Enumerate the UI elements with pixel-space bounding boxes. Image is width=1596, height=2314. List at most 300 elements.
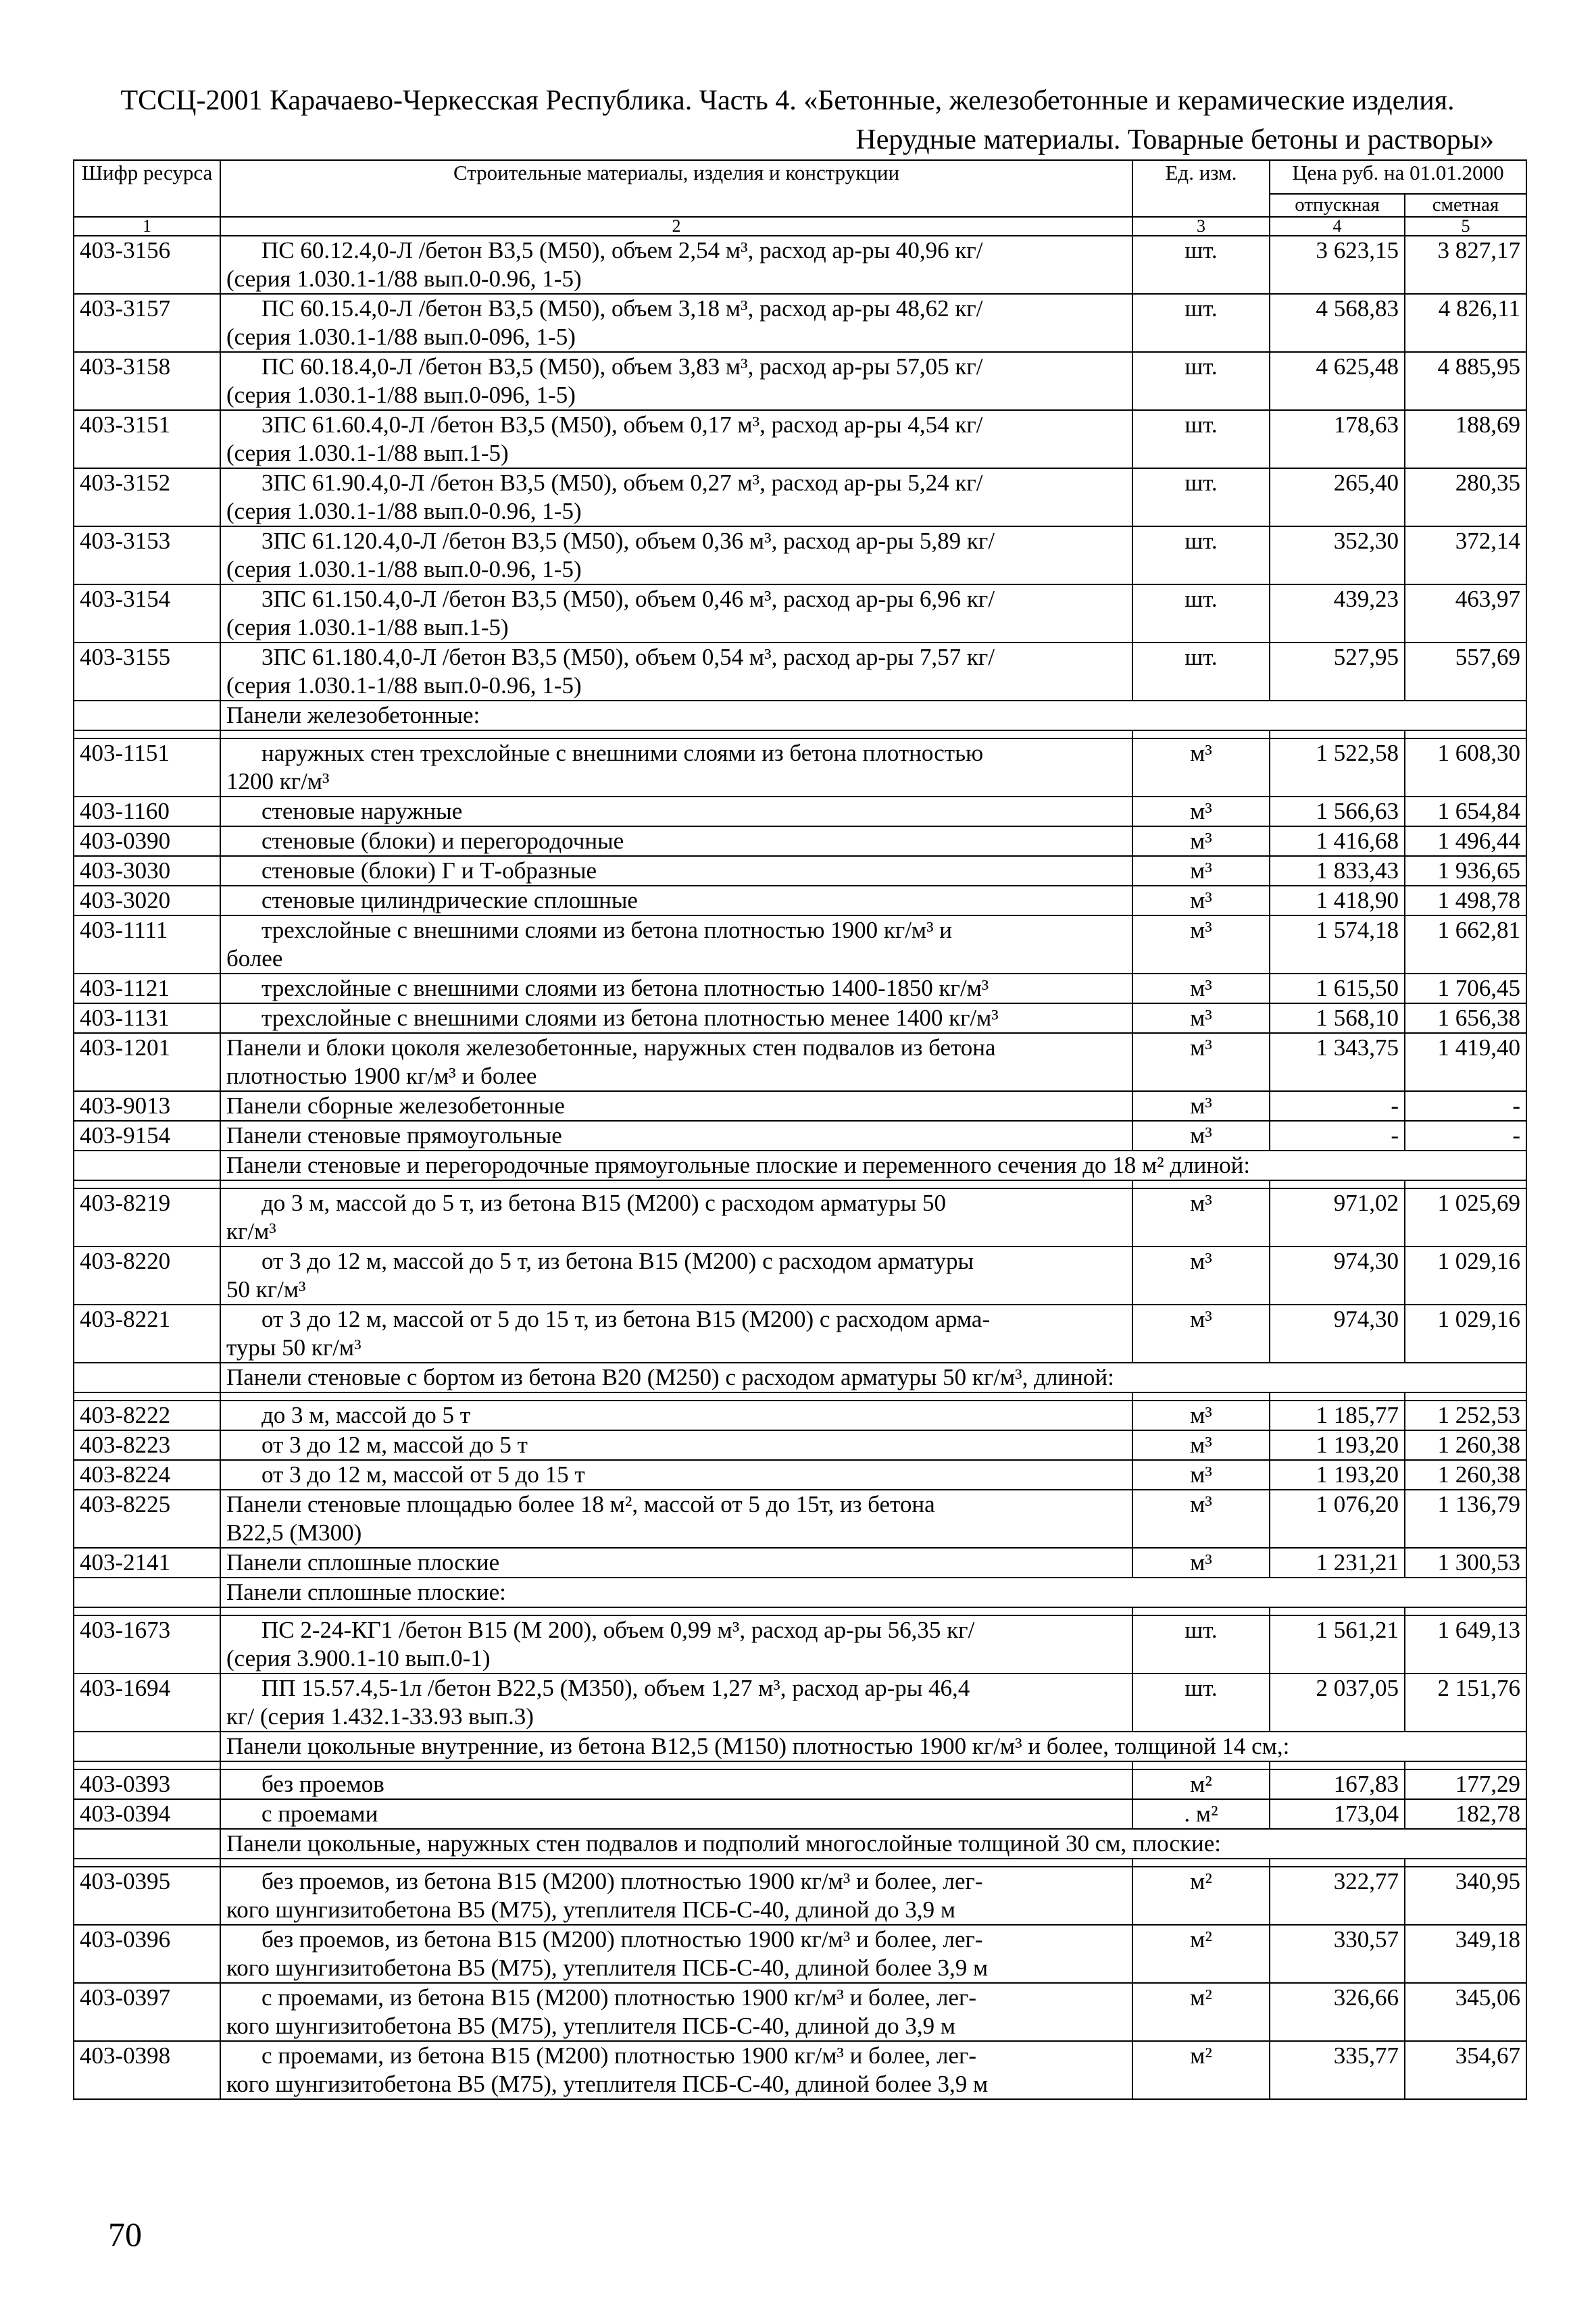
estimate-price: 188,69 [1405,410,1526,468]
item-name-line: без проемов [261,1771,384,1797]
item-name-continuation: (серия 1.030.1-1/88 вып.0-0.96, 1-5) [226,266,582,292]
resource-code: 403-1121 [74,974,220,1003]
table-row [74,856,1526,886]
table-row [74,974,1526,1003]
item-name [220,1460,1132,1490]
item-name [220,526,1132,584]
section-spacer [74,1392,1526,1401]
item-name-line: 3ПС 61.150.4,0-Л /бетон В3,5 (М50), объем 0,46 м³, расход ар-ры 6,96 кг/ [261,586,995,612]
table-row [74,1003,1526,1033]
estimate-price: 4 826,11 [1405,294,1526,352]
resource-code: 403-9013 [74,1091,220,1121]
unit: м³ [1132,1460,1270,1490]
section-code-cell [74,1829,220,1859]
spacer-cell [1132,1607,1270,1615]
spacer-cell [1270,730,1405,738]
release-price: 1 231,21 [1270,1548,1405,1578]
resource-code: 403-8225 [74,1490,220,1548]
unit: м³ [1132,856,1270,886]
release-price: 265,40 [1270,468,1405,526]
estimate-price: 340,95 [1405,1867,1526,1925]
estimate-price: 182,78 [1405,1799,1526,1829]
section-code-cell [74,701,220,730]
resource-code: 403-2141 [74,1548,220,1578]
table-row [74,738,1526,797]
col-num-3: 3 [1132,217,1270,236]
release-price: 1 185,77 [1270,1401,1405,1430]
estimate-price: 4 885,95 [1405,352,1526,410]
resource-code: 403-3156 [74,236,220,294]
item-name [220,1983,1132,2041]
item-name [220,826,1132,856]
item-name-line: без проемов, из бетона В15 (М200) плотностью 1900 кг/м³ и более, лег- [261,1926,983,1953]
spacer-cell [1132,1180,1270,1188]
page-number: 70 [108,2215,142,2253]
item-name-line: до 3 м, массой до 5 т [261,1402,471,1428]
section-title: Панели стеновые и перегородочные прямоугольные плоские и переменного сечения до 18 м² длиной: [220,1151,1526,1180]
item-name-line: 3ПС 61.120.4,0-Л /бетон В3,5 (М50), объем 0,36 м³, расход ар-ры 5,89 кг/ [261,528,995,554]
table-row [74,1925,1526,1983]
resource-code: 403-8219 [74,1188,220,1247]
header-code: Шифр ресурса [74,160,220,217]
release-price: 2 037,05 [1270,1674,1405,1732]
spacer-cell [1405,730,1526,738]
unit: м³ [1132,1121,1270,1151]
item-name [220,1305,1132,1363]
resource-code: 403-0395 [74,1867,220,1925]
item-name-line: с проемами [261,1801,378,1827]
header-unit: Ед. изм. [1132,160,1270,217]
release-price: 1 574,18 [1270,915,1405,974]
item-name-line: с проемами, из бетона В15 (М200) плотностью 1900 кг/м³ и более, лег- [261,1984,977,2011]
unit: м³ [1132,974,1270,1003]
section-code-cell [74,1578,220,1607]
release-price: 974,30 [1270,1247,1405,1305]
spacer-cell [74,1392,220,1401]
item-name [220,1674,1132,1732]
item-name [220,856,1132,886]
section-row [74,1578,1526,1607]
resource-code: 403-8223 [74,1430,220,1460]
spacer-cell [1405,1607,1526,1615]
spacer-cell [220,1859,1132,1867]
resource-code: 403-8221 [74,1305,220,1363]
table-row [74,797,1526,826]
estimate-price: 1 656,38 [1405,1003,1526,1033]
resource-code: 403-3020 [74,886,220,915]
estimate-price: 1 136,79 [1405,1490,1526,1548]
table-row [74,1867,1526,1925]
item-name-continuation: кг/ (серия 1.432.1-33.93 вып.3) [226,1703,534,1730]
item-name [220,294,1132,352]
resource-code: 403-0398 [74,2041,220,2099]
estimate-price: 1 608,30 [1405,738,1526,797]
release-price: 178,63 [1270,410,1405,468]
unit: м³ [1132,826,1270,856]
estimate-price: 1 649,13 [1405,1615,1526,1674]
unit: м² [1132,1925,1270,1983]
release-price: 1 193,20 [1270,1460,1405,1490]
section-row [74,1732,1526,1761]
header-name: Строительные материалы, изделия и конструкции [220,160,1132,217]
unit: м² [1132,1867,1270,1925]
resource-code: 403-1131 [74,1003,220,1033]
item-name-continuation: кого шунгизитобетона В5 (М75), утеплителя ПСБ-С-40, длиной более 3,9 м [226,2071,989,2097]
unit: шт. [1132,643,1270,701]
release-price: 1 615,50 [1270,974,1405,1003]
resource-table [73,159,1527,2100]
unit: шт. [1132,352,1270,410]
header-release-price: отпускная [1270,194,1405,217]
unit: шт. [1132,1674,1270,1732]
resource-code: 403-8224 [74,1460,220,1490]
item-name [220,1490,1132,1548]
unit: шт. [1132,584,1270,643]
item-name-continuation: (серия 1.030.1-1/88 вып.1-5) [226,614,509,640]
page-title [73,81,1502,159]
unit: м³ [1132,1305,1270,1363]
release-price: 971,02 [1270,1188,1405,1247]
item-name [220,352,1132,410]
table-row [74,1769,1526,1799]
release-price: 1 416,68 [1270,826,1405,856]
title-line-1: ТССЦ-2001 Карачаево-Черкесская Республика. Часть 4. «Бетонные, железобетонные и керамические изделия. [120,85,1455,116]
item-name-line: Панели стеновые прямоугольные [226,1122,562,1149]
table-row [74,236,1526,294]
item-name-line: 3ПС 61.90.4,0-Л /бетон В3,5 (М50), объем 0,27 м³, расход ар-ры 5,24 кг/ [261,470,983,496]
unit: м³ [1132,738,1270,797]
estimate-price: 1 936,65 [1405,856,1526,886]
release-price: 330,57 [1270,1925,1405,1983]
spacer-cell [1270,1180,1405,1188]
release-price: 326,66 [1270,1983,1405,2041]
resource-code: 403-0394 [74,1799,220,1829]
item-name-line: от 3 до 12 м, массой до 5 т, из бетона В15 (М200) с расходом арматуры [261,1248,974,1274]
section-code-cell [74,1151,220,1180]
item-name-line: ПС 60.12.4,0-Л /бетон В3,5 (М50), объем 2,54 м³, расход ар-ры 40,96 кг/ [261,237,983,263]
table-row [74,1401,1526,1430]
resource-code: 403-9154 [74,1121,220,1151]
release-price: - [1270,1091,1405,1121]
spacer-cell [220,1761,1132,1769]
spacer-cell [74,1607,220,1615]
item-name-line: ПС 60.15.4,0-Л /бетон В3,5 (М50), объем 3,18 м³, расход ар-ры 48,62 кг/ [261,295,983,322]
estimate-price: 372,14 [1405,526,1526,584]
table-row [74,826,1526,856]
estimate-price: 1 498,78 [1405,886,1526,915]
release-price: 167,83 [1270,1769,1405,1799]
spacer-cell [1270,1392,1405,1401]
table-row [74,643,1526,701]
section-row [74,1363,1526,1392]
item-name-line: до 3 м, массой до 5 т, из бетона В15 (М200) с расходом арматуры 50 [261,1190,946,1216]
spacer-cell [1132,1392,1270,1401]
resource-code: 403-0396 [74,1925,220,1983]
unit: м³ [1132,1003,1270,1033]
table-row [74,1548,1526,1578]
unit: шт. [1132,526,1270,584]
table-row [74,1799,1526,1829]
release-price: 1 343,75 [1270,1033,1405,1091]
table-row [74,1615,1526,1674]
estimate-price: - [1405,1121,1526,1151]
resource-code: 403-1160 [74,797,220,826]
unit: м³ [1132,1091,1270,1121]
table-row [74,526,1526,584]
unit: шт. [1132,1615,1270,1674]
section-title: Панели цокольные, наружных стен подвалов и подполий многослойные толщиной 30 см, плоские: [220,1829,1526,1859]
item-name [220,1799,1132,1829]
section-title: Панели стеновые с бортом из бетона В20 (М250) с расходом арматуры 50 кг/м³, длиной: [220,1363,1526,1392]
table-row [74,294,1526,352]
section-spacer [74,1859,1526,1867]
unit: м² [1132,1769,1270,1799]
resource-code: 403-8222 [74,1401,220,1430]
section-row [74,701,1526,730]
spacer-cell [1132,1859,1270,1867]
estimate-price: 1 029,16 [1405,1247,1526,1305]
spacer-cell [74,1761,220,1769]
section-spacer [74,1607,1526,1615]
section-title: Панели сплошные плоские: [220,1578,1526,1607]
resource-code: 403-0393 [74,1769,220,1799]
item-name [220,915,1132,974]
release-price: 173,04 [1270,1799,1405,1829]
table-row [74,2041,1526,2099]
estimate-price: 345,06 [1405,1983,1526,2041]
spacer-cell [74,1859,220,1867]
item-name [220,410,1132,468]
release-price: 4 568,83 [1270,294,1405,352]
section-spacer [74,1180,1526,1188]
spacer-cell [74,1180,220,1188]
unit: м³ [1132,1401,1270,1430]
estimate-price: 1 300,53 [1405,1548,1526,1578]
estimate-price: 1 662,81 [1405,915,1526,974]
item-name-line: наружных стен трехслойные с внешними слоями из бетона плотностью [261,740,984,766]
resource-code: 403-0397 [74,1983,220,2041]
item-name-line: от 3 до 12 м, массой от 5 до 15 т, из бетона В15 (М200) с расходом арма- [261,1306,991,1332]
unit: шт. [1132,294,1270,352]
table-row [74,915,1526,974]
item-name-continuation: кого шунгизитобетона В5 (М75), утеплителя ПСБ-С-40, длиной более 3,9 м [226,1955,989,1981]
item-name [220,797,1132,826]
release-price: 322,77 [1270,1867,1405,1925]
resource-code: 403-3152 [74,468,220,526]
table-row [74,1674,1526,1732]
spacer-cell [220,1180,1132,1188]
item-name-line: Панели сборные железобетонные [226,1092,565,1119]
release-price: 1 418,90 [1270,886,1405,915]
unit: шт. [1132,468,1270,526]
section-spacer [74,730,1526,738]
estimate-price: 3 827,17 [1405,236,1526,294]
item-name [220,1188,1132,1247]
item-name [220,886,1132,915]
estimate-price: 1 025,69 [1405,1188,1526,1247]
resource-code: 403-3154 [74,584,220,643]
item-name-continuation: (серия 1.030.1-1/88 вып.0-0.96, 1-5) [226,498,582,524]
unit: . м² [1132,1799,1270,1829]
item-name-continuation: (серия 1.030.1-1/88 вып.0-0.96, 1-5) [226,672,582,699]
spacer-cell [1270,1859,1405,1867]
section-code-cell [74,1363,220,1392]
item-name-line: от 3 до 12 м, массой до 5 т [261,1432,528,1458]
resource-code: 403-3155 [74,643,220,701]
table-row [74,1430,1526,1460]
estimate-price: 2 151,76 [1405,1674,1526,1732]
table-row [74,468,1526,526]
release-price: 1 561,21 [1270,1615,1405,1674]
item-name [220,236,1132,294]
estimate-price: 280,35 [1405,468,1526,526]
release-price: 527,95 [1270,643,1405,701]
section-spacer [74,1761,1526,1769]
resource-code: 403-3153 [74,526,220,584]
item-name [220,738,1132,797]
item-name-line: от 3 до 12 м, массой от 5 до 15 т [261,1461,585,1488]
resource-code: 403-3030 [74,856,220,886]
unit: м³ [1132,1548,1270,1578]
item-name-line: ПП 15.57.4,5-1л /бетон В22,5 (М350), объем 1,27 м³, расход ар-ры 46,4 [261,1675,970,1701]
release-price: 1 568,10 [1270,1003,1405,1033]
item-name [220,974,1132,1003]
col-num-4: 4 [1270,217,1405,236]
title-line-2: Нерудные материалы. Товарные бетоны и растворы» [855,124,1494,155]
col-num-2: 2 [220,217,1132,236]
item-name-line: без проемов, из бетона В15 (М200) плотностью 1900 кг/м³ и более, лег- [261,1868,983,1894]
spacer-cell [1132,730,1270,738]
table-row [74,1305,1526,1363]
item-name [220,1548,1132,1578]
table-row [74,1188,1526,1247]
estimate-price: 177,29 [1405,1769,1526,1799]
item-name [220,1769,1132,1799]
item-name-line: трехслойные с внешними слоями из бетона плотностью 1900 кг/м³ и [261,917,953,943]
item-name-line: ПС 2-24-КГ1 /бетон В15 (М 200), объем 0,99 м³, расход ар-ры 56,35 кг/ [261,1617,975,1643]
item-name-line: с проемами, из бетона В15 (М200) плотностью 1900 кг/м³ и более, лег- [261,2042,977,2069]
item-name-continuation: плотностью 1900 кг/м³ и более [226,1063,537,1089]
release-price: 439,23 [1270,584,1405,643]
unit: шт. [1132,236,1270,294]
table-row [74,584,1526,643]
resource-code: 403-1111 [74,915,220,974]
release-price: 1 076,20 [1270,1490,1405,1548]
item-name-line: стеновые цилиндрические сплошные [261,887,638,913]
item-name [220,1033,1132,1091]
item-name [220,1003,1132,1033]
spacer-cell [1270,1761,1405,1769]
estimate-price: 1 260,38 [1405,1430,1526,1460]
resource-code: 403-3151 [74,410,220,468]
table-row [74,886,1526,915]
table-row [74,1983,1526,2041]
section-title: Панели цокольные внутренние, из бетона В12,5 (М150) плотностью 1900 кг/м³ и более, толщиной 14 см,: [220,1732,1526,1761]
item-name [220,1867,1132,1925]
section-row [74,1829,1526,1859]
item-name-continuation: (серия 1.030.1-1/88 вып.0-096, 1-5) [226,324,576,350]
unit: м³ [1132,1430,1270,1460]
section-code-cell [74,1732,220,1761]
estimate-price: 1 029,16 [1405,1305,1526,1363]
resource-code: 403-3158 [74,352,220,410]
resource-code: 403-0390 [74,826,220,856]
resource-code: 403-3157 [74,294,220,352]
unit: м³ [1132,1033,1270,1091]
table-row [74,410,1526,468]
unit: м³ [1132,797,1270,826]
item-name [220,1121,1132,1151]
item-name [220,1925,1132,1983]
item-name-line: ПС 60.18.4,0-Л /бетон В3,5 (М50), объем 3,83 м³, расход ар-ры 57,05 кг/ [261,353,983,380]
unit: шт. [1132,410,1270,468]
item-name [220,2041,1132,2099]
resource-code: 403-1151 [74,738,220,797]
estimate-price: 1 496,44 [1405,826,1526,856]
spacer-cell [1405,1180,1526,1188]
release-price: 3 623,15 [1270,236,1405,294]
estimate-price: 1 419,40 [1405,1033,1526,1091]
table-row [74,1247,1526,1305]
spacer-cell [1405,1859,1526,1867]
resource-code: 403-8220 [74,1247,220,1305]
spacer-cell [1405,1392,1526,1401]
item-name [220,584,1132,643]
release-price: 1 193,20 [1270,1430,1405,1460]
item-name-continuation: (серия 3.900.1-10 вып.0-1) [226,1645,491,1671]
table-row [74,1033,1526,1091]
release-price: 352,30 [1270,526,1405,584]
spacer-cell [1270,1607,1405,1615]
resource-code: 403-1673 [74,1615,220,1674]
release-price: 974,30 [1270,1305,1405,1363]
item-name [220,1401,1132,1430]
item-name-line: стеновые (блоки) и перегородочные [261,828,624,854]
unit: м² [1132,2041,1270,2099]
item-name-continuation: (серия 1.030.1-1/88 вып.0-096, 1-5) [226,382,576,408]
item-name [220,643,1132,701]
item-name-continuation: 1200 кг/м³ [226,768,330,795]
unit: м³ [1132,1490,1270,1548]
estimate-price: 354,67 [1405,2041,1526,2099]
item-name-line: стеновые (блоки) Г и Т-образные [261,857,597,884]
item-name-line: 3ПС 61.60.4,0-Л /бетон В3,5 (М50), объем 0,17 м³, расход ар-ры 4,54 кг/ [261,411,983,438]
unit: м³ [1132,1247,1270,1305]
item-name-line: Панели стеновые площадью более 18 м², массой от 5 до 15т, из бетона [226,1491,935,1517]
item-name-continuation: 50 кг/м³ [226,1276,306,1303]
item-name-continuation: кого шунгизитобетона В5 (М75), утеплителя ПСБ-С-40, длиной до 3,9 м [226,2013,956,2039]
item-name [220,1247,1132,1305]
item-name-line: стеновые наружные [261,798,463,824]
header-estimate-price: сметная [1405,194,1526,217]
unit: м³ [1132,915,1270,974]
item-name-continuation: (серия 1.030.1-1/88 вып.0-0.96, 1-5) [226,556,582,582]
table-row [74,1460,1526,1490]
spacer-cell [220,1392,1132,1401]
release-price: - [1270,1121,1405,1151]
spacer-cell [1132,1761,1270,1769]
table-row [74,1490,1526,1548]
estimate-price: 1 260,38 [1405,1460,1526,1490]
release-price: 335,77 [1270,2041,1405,2099]
release-price: 1 833,43 [1270,856,1405,886]
item-name-line: трехслойные с внешними слоями из бетона плотностью менее 1400 кг/м³ [261,1005,999,1031]
item-name-continuation: В22,5 (М300) [226,1519,362,1546]
section-row [74,1151,1526,1180]
item-name-continuation: кг/м³ [226,1218,276,1244]
spacer-cell [74,730,220,738]
unit: м² [1132,1983,1270,2041]
